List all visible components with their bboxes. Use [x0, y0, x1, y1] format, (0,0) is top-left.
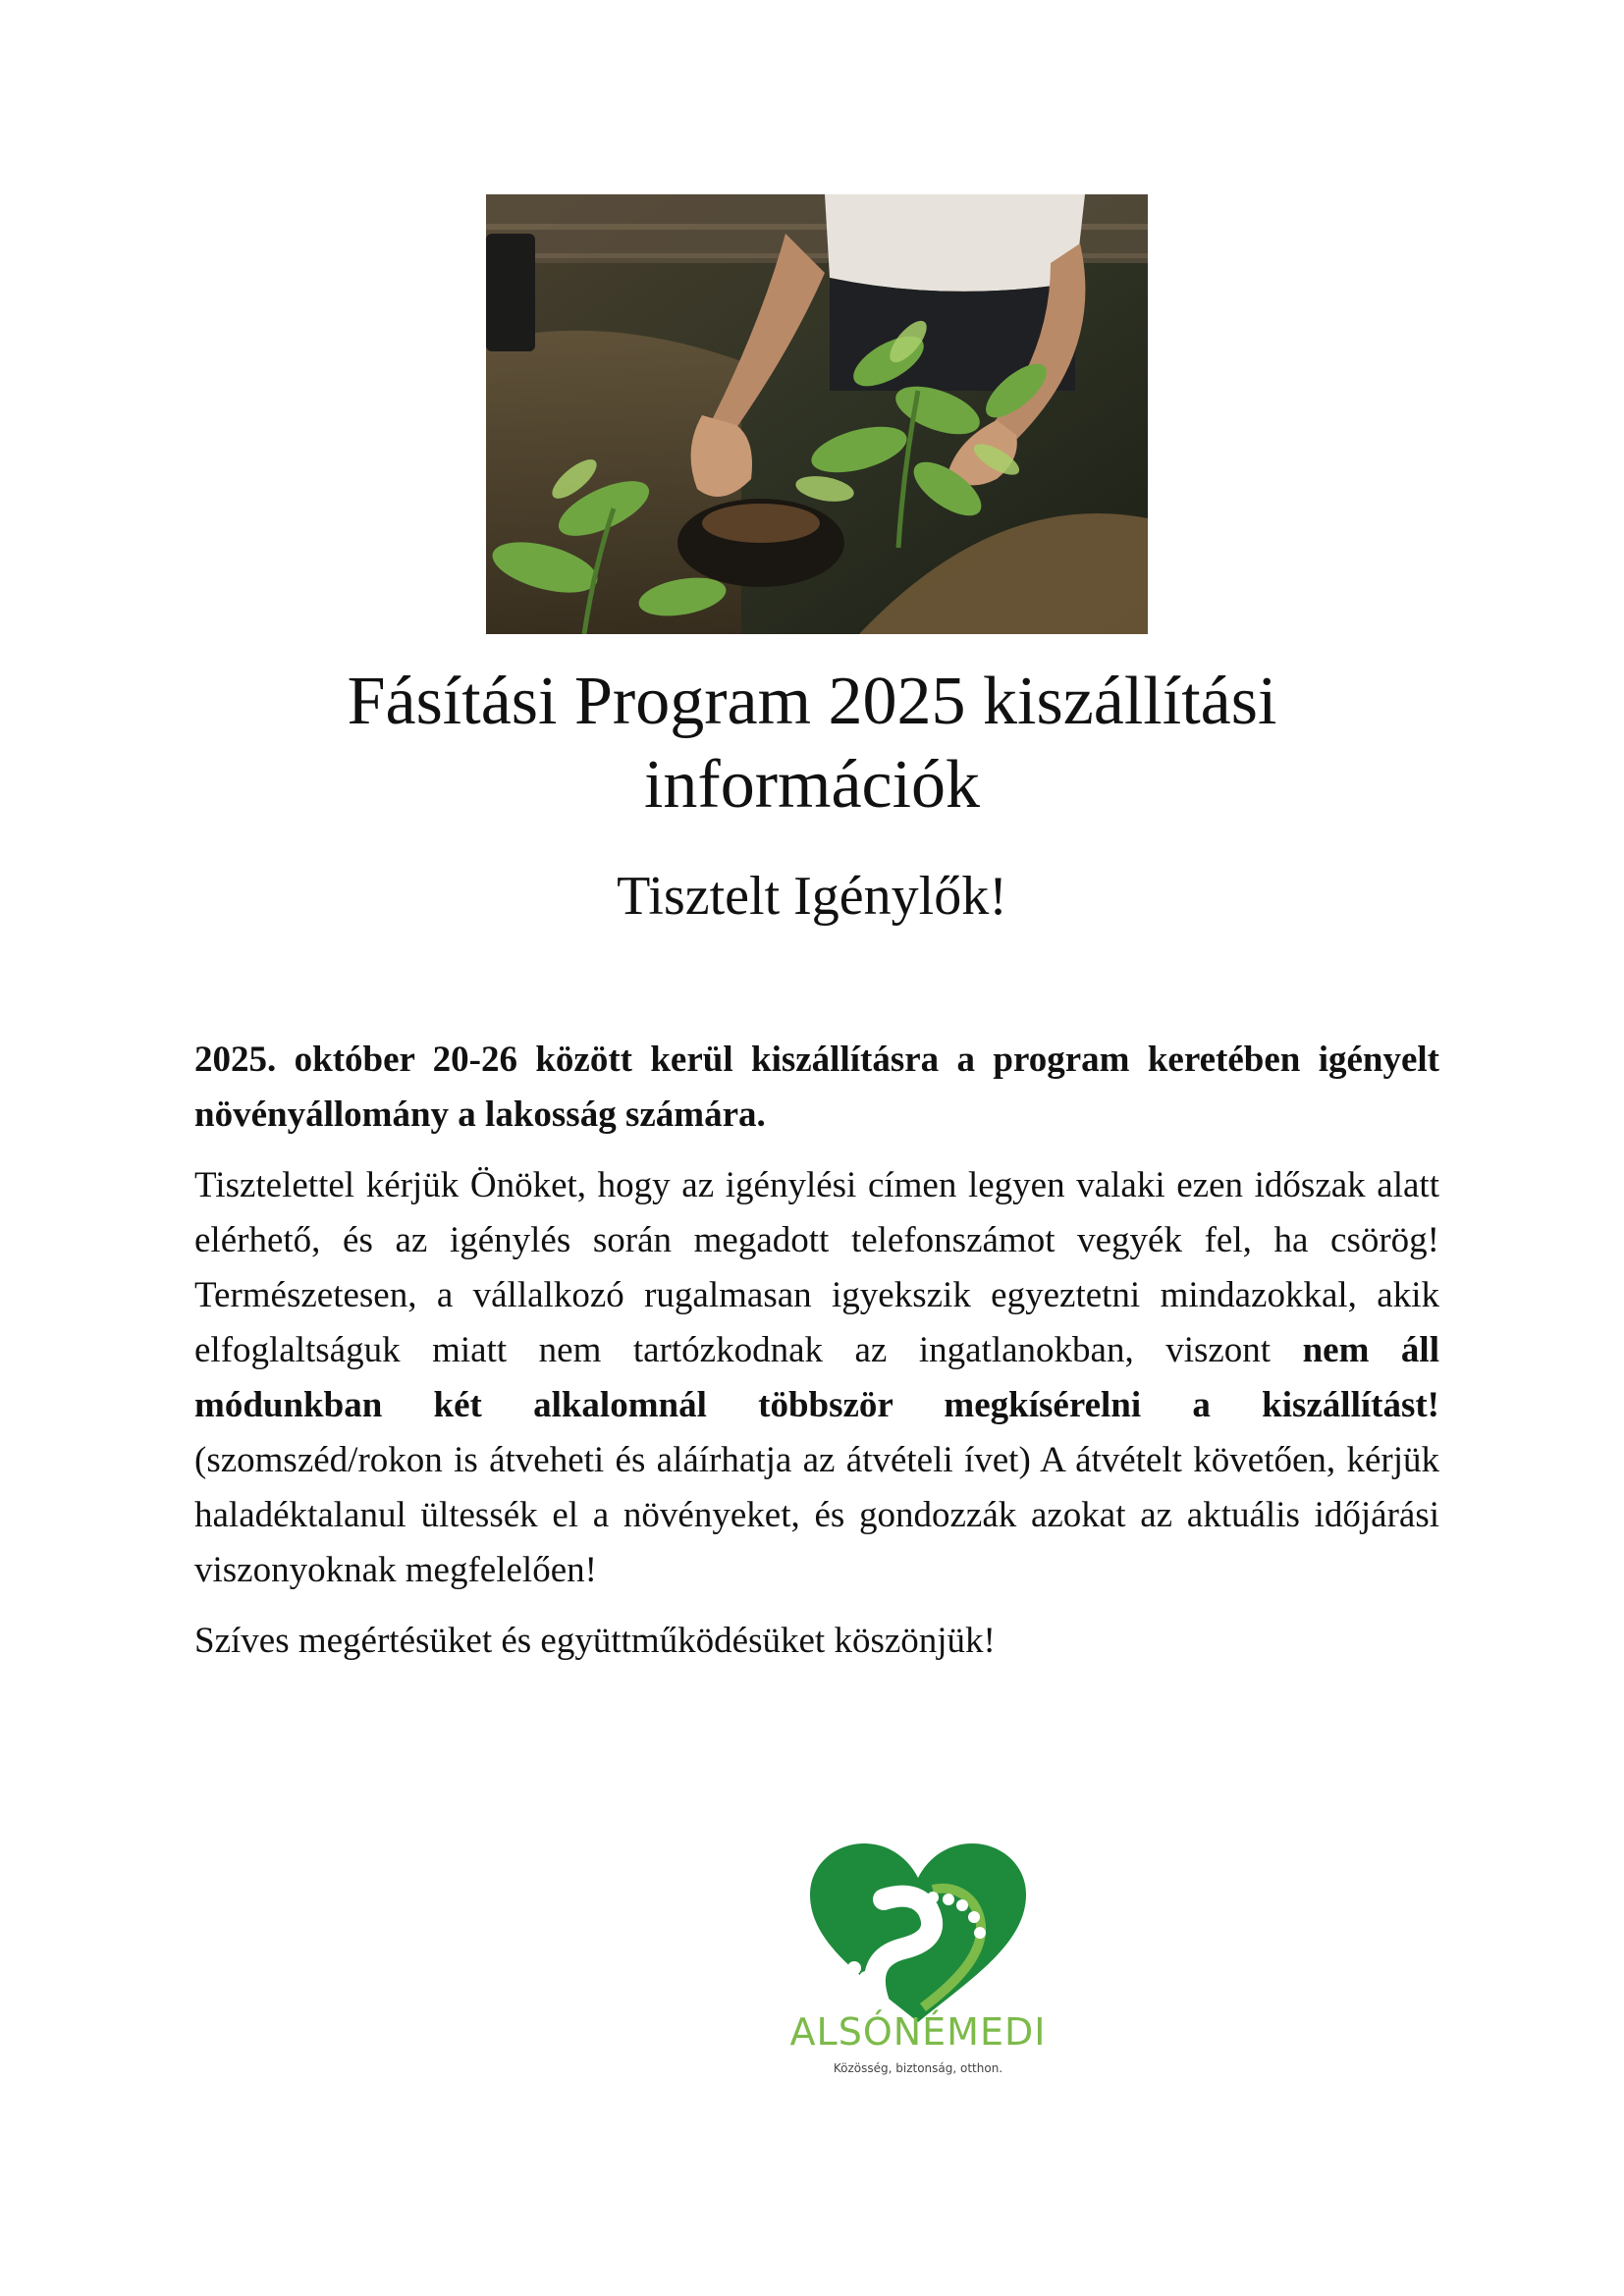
document-body: [194, 1033, 1439, 1684]
body-emphasis: nem áll módunkban két alkalomnál többször megkísérelni a kiszállítást!: [194, 1330, 1439, 1425]
heart-icon: [805, 1841, 1031, 2027]
lead-paragraph: 2025. október 20-26 között kerül kiszállításra a program keretében igényelt növényállomány a lakosság számára.: [194, 1040, 1439, 1135]
greeting: Tisztelt Igénylők!: [617, 866, 1007, 927]
logo-name: ALSÓNÉMEDI: [789, 2010, 1047, 2054]
closing-paragraph: Szíves megértésüket és együttműködésüket köszönjük!: [194, 1621, 996, 1661]
body-paragraph: [194, 1158, 1439, 1598]
page-title: Fásítási Program 2025 kiszállítási információk: [347, 664, 1277, 824]
gardening-photo: [486, 194, 1148, 634]
body-text-part1: Tisztelettel kérjük Önöket, hogy az igénylési címen legyen valaki ezen időszak alatt elérhető, és az igénylés során megadott telefonszámot vegyék fel, ha csörög! Természetesen, a vállalkozó rugalmasan igyekszik egyeztetni mindazokkal, akik elfoglaltságuk miatt nem tartózkodnak az ingatlanokban, viszont: [194, 1165, 1439, 1370]
logo-tagline: Közösség, biztonság, otthon.: [833, 2061, 1003, 2075]
body-text-part2: (szomszéd/rokon is átveheti és aláírhatja az átvételi ívet) A átvételt követően, kérjük haladéktalanul ültessék el a növényeket, és gondozzák azokat az aktuális időjárási viszonyoknak megfelelően!: [194, 1440, 1439, 1590]
